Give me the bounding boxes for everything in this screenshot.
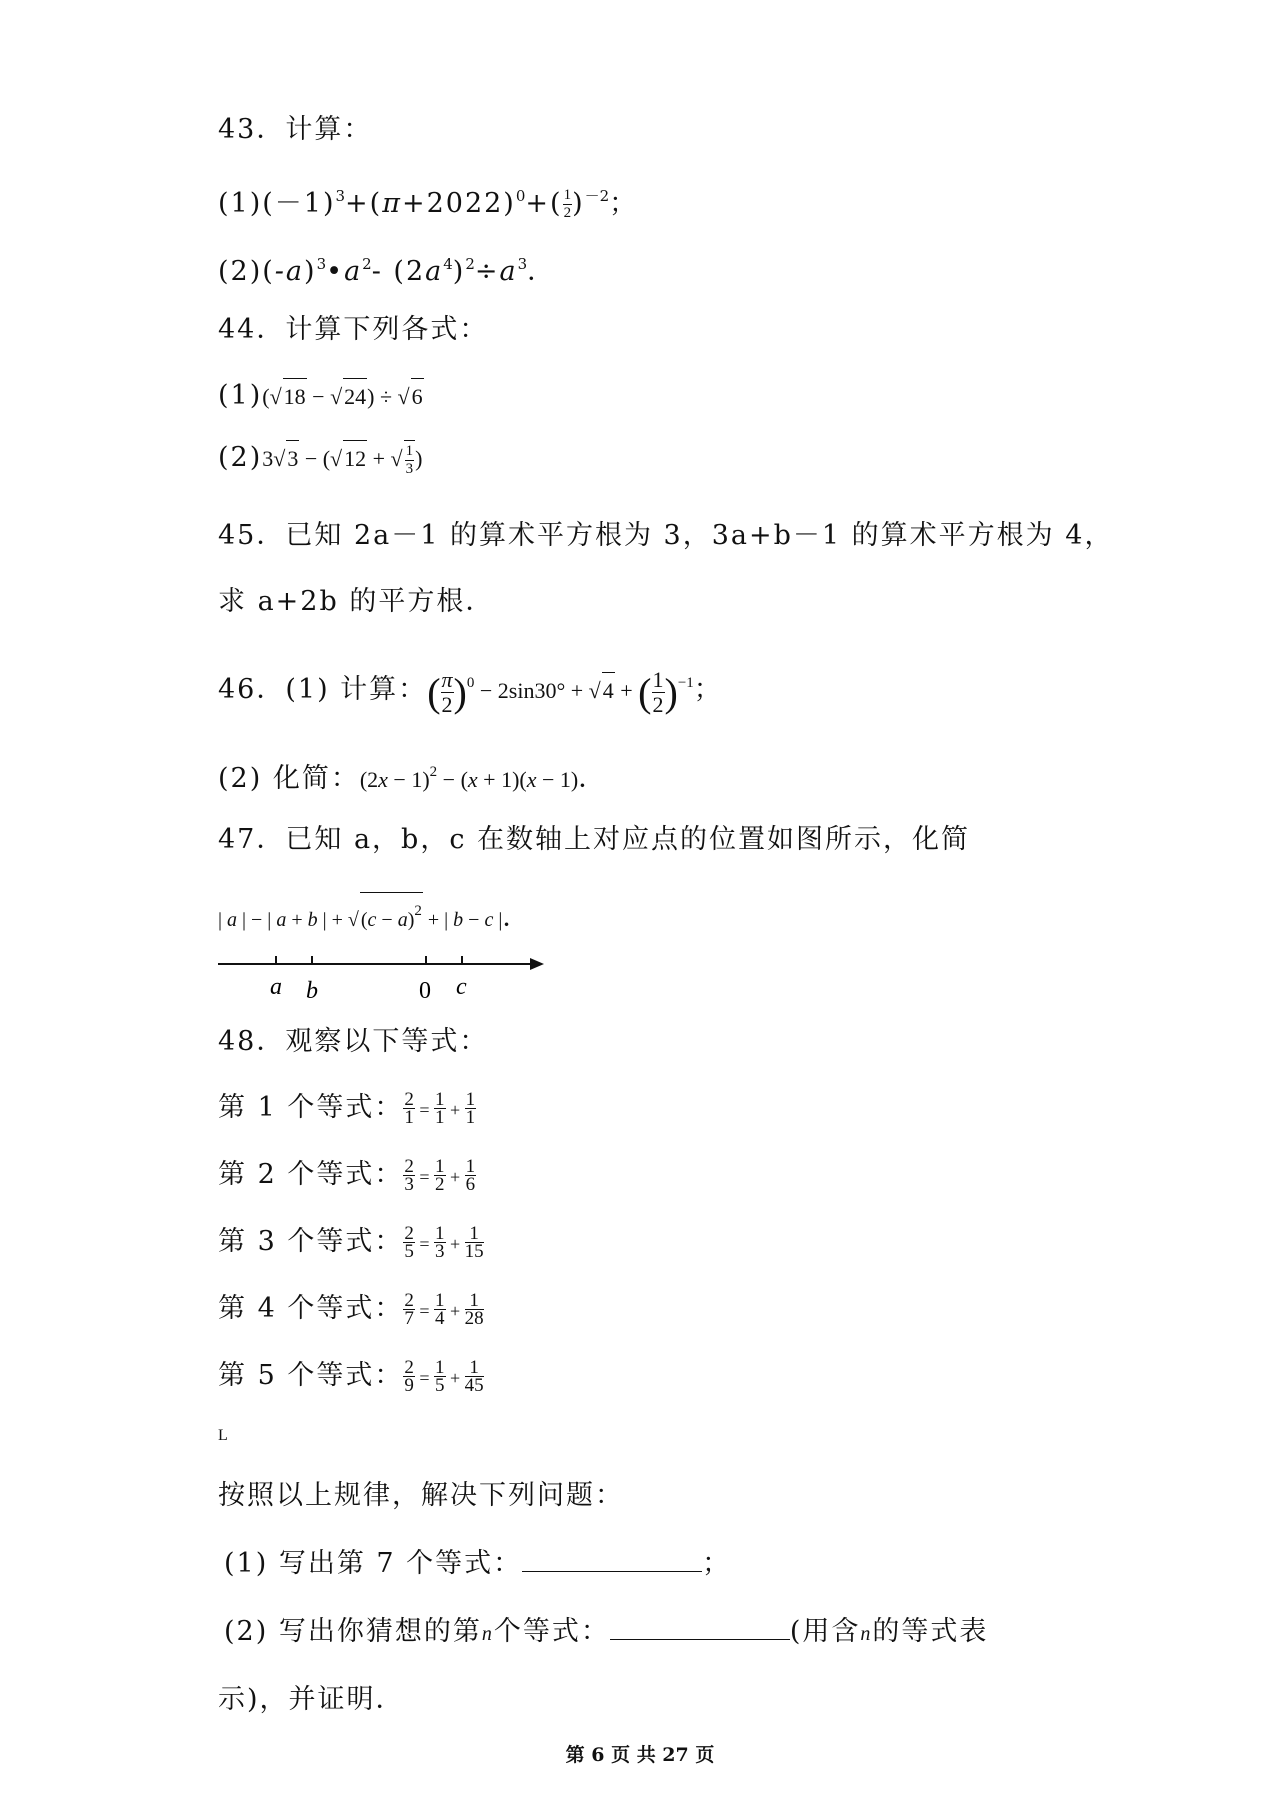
page-footer: 第 6 页 共 27 页 [565,1744,715,1766]
label-c: c [456,974,467,1000]
equation-3: 第 3 个等式： $\frac{2}{5}$ = $\frac{1}{3}$ + $\frac{1}{15}$ [218,1223,484,1262]
number-line [218,948,548,1008]
q44-part1: (1)(√18 − √24) ÷ √6 [218,378,424,415]
fraction-r1: $\frac{1}{5}$ [435,1357,445,1396]
q44-part2: (2)3√3 − (√12 + √ $\frac{1}{3}$ ) [218,442,423,478]
fraction-r1: $\frac{1}{3}$ [435,1223,445,1262]
q43-part2: $(2)(-a)^3•a^2-$ $(2a^4)^2\div a^3$． [218,255,557,287]
label-a: a [270,974,282,1000]
fraction-r2: $\frac{1}{45}$ [464,1357,484,1396]
q44-title: 44．计算下列各式： [218,314,489,345]
fraction-lhs: $\frac{2}{3}$ [404,1156,414,1195]
fraction-r2: $\frac{1}{6}$ [465,1156,476,1195]
q43-title: 43．计算： [218,114,373,145]
ellipsis: L [218,1427,230,1444]
label-0: 0 [419,978,431,1004]
q45-line1: 45．已知 2a－1 的算术平方根为 3，3a+b－1 的算术平方根为 4， [218,520,1114,551]
fraction-r2: $\frac{1}{15}$ [464,1223,484,1262]
fraction-r1: $\frac{1}{2}$ [435,1156,445,1195]
fraction-r2: $\frac{1}{1}$ [465,1089,476,1128]
equation-1: 第 1 个等式： $\frac{2}{1}$ = $\frac{1}{1}$ + $\frac{1}{1}$ [218,1089,476,1128]
q47-expression: | a | − | a + b | + √ $(c - a)^2$ + | b − c |． [218,892,531,938]
equation-5: 第 5 个等式： $\frac{2}{9}$ = $\frac{1}{5}$ + $\frac{1}{45}$ [218,1357,484,1396]
q47-line1: 47．已知 a，b，c 在数轴上对应点的位置如图所示，化简 [218,824,971,855]
q48-sub1: (1) 写出第 7 个等式： ； [224,1548,732,1579]
fraction-r1: $\frac{1}{4}$ [435,1290,445,1329]
q46-part2: (2) 化简：$(2x - 1)^2 - (x + 1)(x - 1)$． [218,763,608,794]
q48-sub2-line2: 示)，并证明． [218,1684,405,1715]
fraction-r1: $\frac{1}{1}$ [435,1089,445,1128]
q46-part1: 46．(1) 计算：( $\frac{\pi}{2}$ )$^0$ − 2sin30° + √4 + ( $\frac{1}{2}$ )$^{-1}$； [218,667,723,718]
answer-blank-2[interactable] [610,1615,790,1640]
q48-rule: 按照以上规律，解决下列问题： [218,1480,624,1511]
q45-line2: 求 a+2b 的平方根． [218,586,495,617]
fraction-lhs: $\frac{2}{1}$ [404,1089,414,1128]
fraction-lhs: $\frac{2}{9}$ [404,1357,414,1396]
q48-sub2: (2) 写出你猜想的第n个等式： (用含n的等式表 [224,1616,989,1647]
answer-blank-1[interactable] [522,1547,702,1572]
fraction-lhs: $\frac{2}{7}$ [404,1290,414,1329]
equation-2: 第 2 个等式： $\frac{2}{3}$ = $\frac{1}{2}$ + $\frac{1}{6}$ [218,1156,476,1195]
fraction-r2: $\frac{1}{28}$ [464,1290,484,1329]
q43-part1: $(1)(-1)^3+(\pi+2022)^0+$( $\frac{1}{2}$ )$^{-2}$； [218,187,639,221]
q48-title: 48．观察以下等式： [218,1026,489,1057]
label-b: b [306,978,318,1004]
equation-4: 第 4 个等式： $\frac{2}{7}$ = $\frac{1}{4}$ + $\frac{1}{28}$ [218,1290,484,1329]
fraction-lhs: $\frac{2}{5}$ [404,1223,414,1262]
